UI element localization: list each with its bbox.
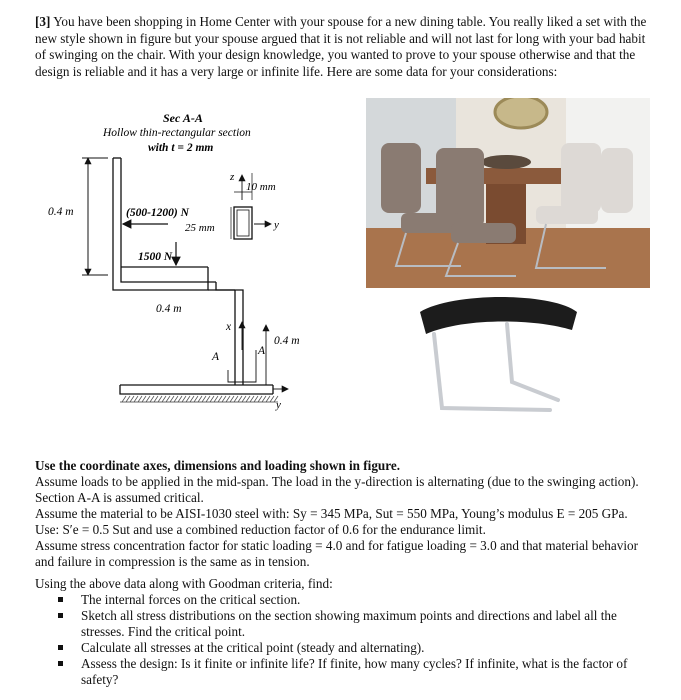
hatch-line — [258, 396, 262, 402]
hatch-line — [122, 396, 126, 402]
hatch-line — [182, 396, 186, 402]
hatch-line — [270, 396, 274, 402]
section-subtitle: Hollow thin-rectangular section — [103, 127, 251, 139]
dining-set-photo — [366, 98, 650, 288]
chair-frame-diagram — [38, 100, 358, 430]
hatch-line — [174, 396, 178, 402]
axis-y-base: y — [276, 399, 281, 411]
hatch-line — [250, 396, 254, 402]
body-line-2: Assume the material to be AISI-1030 steel with: Sy = 345 MPa, Sut = 550 MPa, Young’s modulus E = 205 GPa. — [35, 506, 628, 521]
dim-height-left: 0.4 m — [48, 206, 74, 218]
task-item: Calculate all stresses at the critical point (steady and alternating). — [81, 640, 660, 656]
hatch-line — [226, 396, 230, 402]
hatch-line — [134, 396, 138, 402]
hatch-line — [186, 396, 190, 402]
problem-intro-text: You have been shopping in Home Center with your spouse for a new dining table. You really liked a set with the new style shown in figure but your spouse argued that it is not reliable and will not last for long with your bad habit of swinging on the chair. With your design knowledge, you wanted to prove to your spouse otherwise and that the design is reliable and it has a very large or infinite life. Here are some data for your considerations: — [35, 14, 647, 79]
hatch-line — [206, 396, 210, 402]
task-item: Sketch all stress distributions on the section showing maximum points and directions and label all the stresses. Find the critical point. — [81, 608, 660, 640]
hatch-line — [262, 396, 266, 402]
hatch-line — [146, 396, 150, 402]
hatch-line — [246, 396, 250, 402]
hatch-line — [126, 396, 130, 402]
dim-25mm: 25 mm — [185, 222, 215, 234]
find-intro: Using the above data along with Goodman criteria, find: — [35, 576, 333, 591]
hatch-line — [158, 396, 162, 402]
body-line-4: Assume stress concentration factor for static loading = 4.0 and for fatigue loading = 3.0 and that material behavior and failure in compression is the same as in tension. — [35, 538, 638, 569]
axis-z: z — [230, 171, 235, 183]
load-horizontal: (500-1200) N — [126, 207, 189, 219]
hatch-line — [230, 396, 234, 402]
label-a-right: A — [258, 345, 266, 357]
axis-y-section: y — [274, 219, 279, 231]
hatch-line — [222, 396, 226, 402]
hatch-line — [194, 396, 198, 402]
hatch-line — [214, 396, 218, 402]
hatch-line — [130, 396, 134, 402]
task-item: Assess the design: Is it finite or infinite life? If finite, how many cycles? If infinite, what is the factor of safety? — [81, 656, 660, 688]
hatch-line — [238, 396, 242, 402]
hatch-line — [170, 396, 174, 402]
hatch-line — [154, 396, 158, 402]
label-a-left: A — [212, 351, 220, 363]
problem-number: [3] — [35, 14, 51, 29]
hatch-line — [234, 396, 238, 402]
problem-body — [35, 458, 660, 688]
dim-width-bottom: 0.4 m — [156, 303, 182, 315]
hatch-line — [138, 396, 142, 402]
cantilever-chair-photo — [412, 290, 582, 420]
frame-outline — [113, 158, 273, 394]
hatch-line — [162, 396, 166, 402]
section-thickness: with t = 2 mm — [148, 142, 214, 154]
hatch-line — [242, 396, 246, 402]
problem-intro — [35, 14, 647, 80]
dim-10mm: 10 mm — [246, 181, 276, 193]
body-heading: Use the coordinate axes, dimensions and loading shown in figure. — [35, 458, 401, 473]
hatch-line — [254, 396, 258, 402]
task-list — [35, 592, 660, 688]
section-title: Sec A-A — [163, 111, 203, 125]
hatch-line — [202, 396, 206, 402]
hatch-line — [190, 396, 194, 402]
task-item: The internal forces on the critical section. — [81, 592, 660, 608]
hatch-line — [166, 396, 170, 402]
hatch-line — [210, 396, 214, 402]
hatch-line — [266, 396, 270, 402]
hatch-line — [178, 396, 182, 402]
dim-height-right: 0.4 m — [274, 335, 300, 347]
load-vertical: 1500 N — [138, 251, 173, 263]
body-line-1: Assume loads to be applied in the mid-span. The load in the y-direction is alternating (due to the swinging action). Section A-A is assumed critical. — [35, 474, 639, 505]
hatch-line — [198, 396, 202, 402]
hatch-line — [142, 396, 146, 402]
hatch-line — [150, 396, 154, 402]
axis-x: x — [226, 321, 232, 333]
body-line-3: Use: S′e = 0.5 Sut and use a combined reduction factor of 0.6 for the endurance limit. — [35, 522, 486, 537]
hatch-line — [218, 396, 222, 402]
